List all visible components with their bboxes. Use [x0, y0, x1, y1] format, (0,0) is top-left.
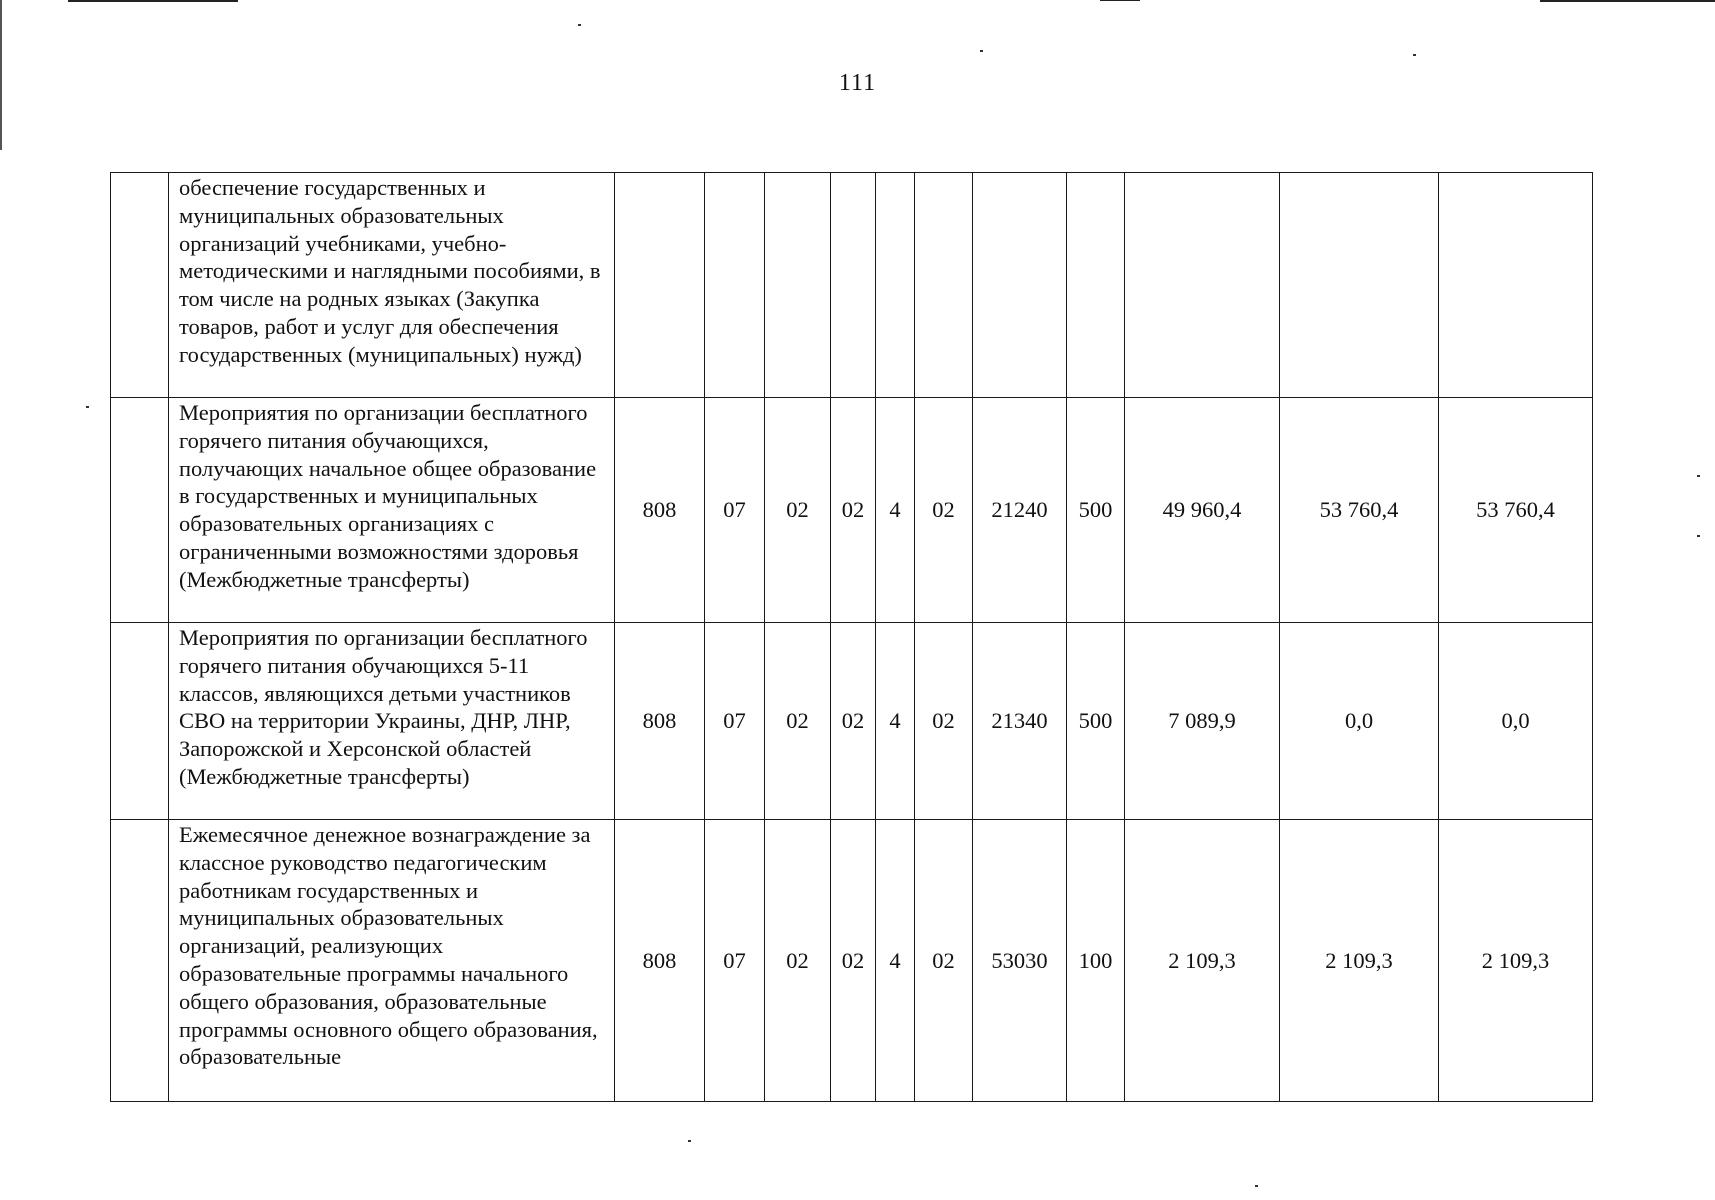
program-code-cell	[831, 173, 876, 398]
ministry-code-cell: 808	[615, 623, 705, 820]
subprogram-code-cell: 4	[876, 820, 915, 1102]
expense-type-cell	[1067, 173, 1125, 398]
row-number-cell	[111, 173, 169, 398]
table-row	[111, 173, 1593, 398]
section-code-cell: 07	[705, 398, 765, 623]
row-number-cell	[111, 398, 169, 623]
main-event-code-cell: 02	[915, 398, 973, 623]
ministry-code-cell	[615, 173, 705, 398]
sum-year-3-cell	[1439, 173, 1593, 398]
table-row	[111, 820, 1593, 1102]
expense-type-cell: 500	[1067, 623, 1125, 820]
scan-speck	[1697, 475, 1700, 477]
sum-year-2-cell: 53 760,4	[1280, 398, 1439, 623]
budget-table	[110, 172, 1593, 1102]
sum-year-3-cell: 2 109,3	[1439, 820, 1593, 1102]
description-cell: обеспечение государственных и муниципальных образовательных организаций учебниками, учебно-методическими и наглядными пособиями, в том числе на родных языках (Закупка товаров, работ и услуг для обеспечения государственных (муниципальных) нужд)	[169, 173, 615, 398]
page-number: 111	[838, 70, 877, 96]
subprogram-code-cell: 4	[876, 398, 915, 623]
scan-speck	[1413, 54, 1416, 56]
direction-code-cell: 21240	[973, 398, 1067, 623]
table-row	[111, 398, 1593, 623]
sum-year-3-cell: 53 760,4	[1439, 398, 1593, 623]
sum-year-3-cell: 0,0	[1439, 623, 1593, 820]
sum-year-1-cell: 7 089,9	[1125, 623, 1280, 820]
scan-top-line	[68, 0, 238, 2]
scan-top-line	[1100, 0, 1140, 1]
subprogram-code-cell: 4	[876, 623, 915, 820]
sum-year-2-cell	[1280, 173, 1439, 398]
section-code-cell: 07	[705, 623, 765, 820]
description-cell: Ежемесячное денежное вознаграждение за классное руководство педагогическим работникам государственных и муниципальных образовательных организаций, реализующих образовательные программы начального общего образования, образовательные программы основного общего образования, образовательные	[169, 820, 615, 1102]
sum-year-2-cell: 2 109,3	[1280, 820, 1439, 1102]
scan-top-line	[1540, 0, 1715, 2]
description-cell: Мероприятия по организации бесплатного горячего питания обучающихся 5-11 классов, являющихся детьми участников СВО на территории Украины, ДНР, ЛНР, Запорожской и Херсонской областей (Межбюджетные трансферты)	[169, 623, 615, 820]
scan-speck	[1255, 1185, 1258, 1187]
subsection-code-cell: 02	[765, 623, 831, 820]
scan-speck	[1697, 535, 1700, 537]
expense-type-cell: 100	[1067, 820, 1125, 1102]
ministry-code-cell: 808	[615, 820, 705, 1102]
scan-speck	[688, 1140, 691, 1142]
description-cell: Мероприятия по организации бесплатного горячего питания обучающихся, получающих начальное общее образование в государственных и муниципальных образовательных организациях с ограниченными возможностями здоровья (Межбюджетные трансферты)	[169, 398, 615, 623]
row-number-cell	[111, 820, 169, 1102]
subsection-code-cell: 02	[765, 820, 831, 1102]
main-event-code-cell	[915, 173, 973, 398]
expense-type-cell: 500	[1067, 398, 1125, 623]
main-event-code-cell: 02	[915, 623, 973, 820]
direction-code-cell: 21340	[973, 623, 1067, 820]
sum-year-1-cell: 49 960,4	[1125, 398, 1280, 623]
main-event-code-cell: 02	[915, 820, 973, 1102]
subsection-code-cell	[765, 173, 831, 398]
scan-speck	[86, 406, 89, 408]
program-code-cell: 02	[831, 398, 876, 623]
subsection-code-cell: 02	[765, 398, 831, 623]
section-code-cell: 07	[705, 820, 765, 1102]
sum-year-1-cell	[1125, 173, 1280, 398]
ministry-code-cell: 808	[615, 398, 705, 623]
direction-code-cell: 53030	[973, 820, 1067, 1102]
scan-speck	[980, 50, 983, 52]
subprogram-code-cell	[876, 173, 915, 398]
sum-year-2-cell: 0,0	[1280, 623, 1439, 820]
direction-code-cell	[973, 173, 1067, 398]
row-number-cell	[111, 623, 169, 820]
table-row	[111, 623, 1593, 820]
section-code-cell	[705, 173, 765, 398]
sum-year-1-cell: 2 109,3	[1125, 820, 1280, 1102]
program-code-cell: 02	[831, 623, 876, 820]
program-code-cell: 02	[831, 820, 876, 1102]
scan-speck	[578, 24, 581, 26]
